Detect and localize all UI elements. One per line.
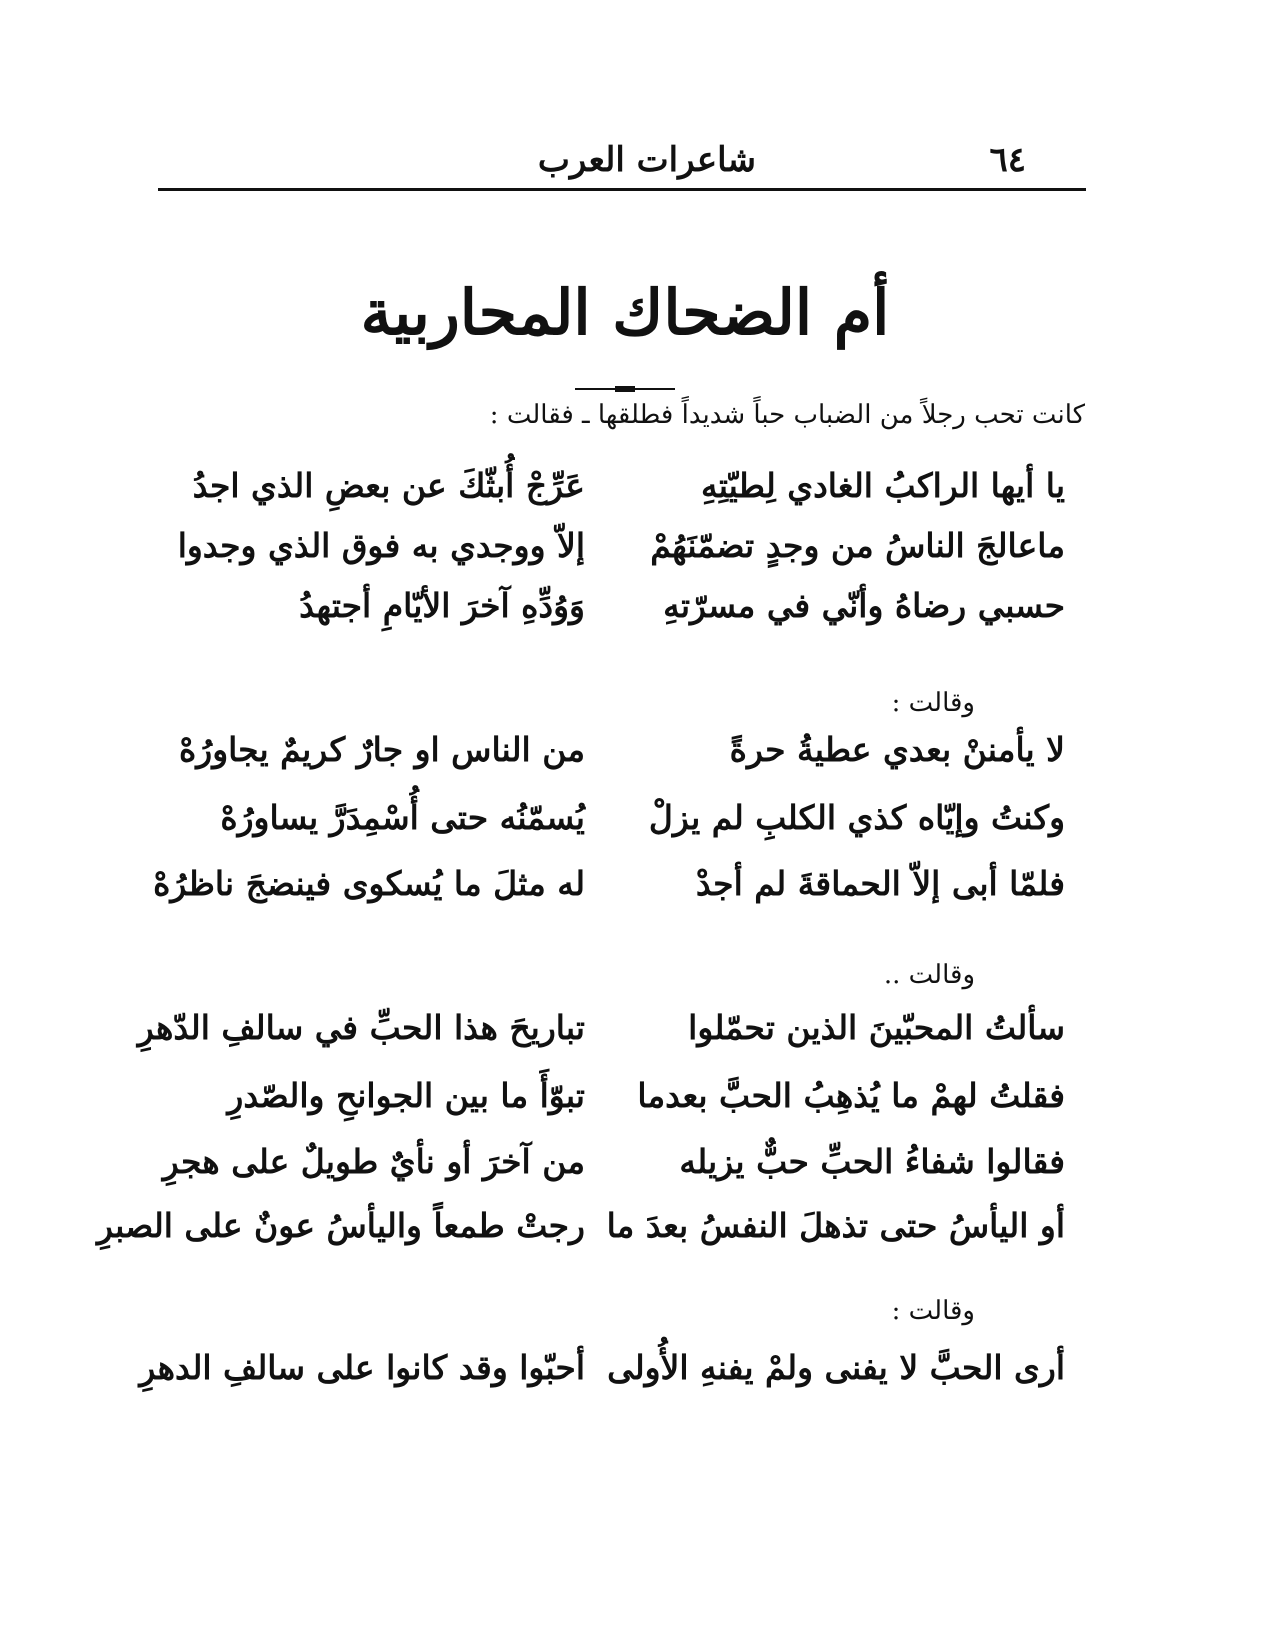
verse-first-half: أو اليأسُ حتى تذهلَ النفسُ بعدَ ما (606, 1206, 1065, 1245)
verse-second-half: أحبّوا وقد كانوا على سالفِ الدهرِ (139, 1348, 585, 1387)
verse-second-half: إلاّ ووجدي به فوق الذي وجدوا (177, 526, 585, 565)
said-heading: وقالت .. (883, 960, 975, 990)
verse-second-half: رجتْ طمعاً واليأسُ عونٌ على الصبرِ (96, 1206, 585, 1245)
verse-first-half: لا يأمننْ بعدي عطيةُ حرةً (729, 730, 1065, 769)
title-ornament (575, 386, 675, 392)
intro-text: كانت تحب رجلاً من الضباب حباً شديداً فطلقها ـ فقالت : (489, 400, 1085, 430)
verse-first-half: يا أيها الراكبُ الغادي لِطيّتِهِ (701, 466, 1065, 505)
verse-first-half: فلمّا أبى إلاّ الحماقةَ لم أجدْ (695, 864, 1065, 903)
verse-second-half: عَرِّجْ أُبثّكَ عن بعضِ الذي اجدُ (192, 466, 585, 505)
verse-second-half: وَوُدِّهِ آخرَ الأيّامِ أجتهدُ (299, 586, 585, 625)
verse-second-half: من آخرَ أو نأيٌ طويلٌ على هجرِ (162, 1142, 585, 1181)
page-number: ٦٤ (989, 140, 1026, 180)
said-heading: وقالت : (891, 1296, 975, 1326)
verse-first-half: سألتُ المحبّينَ الذين تحمّلوا (688, 1008, 1065, 1047)
verse-first-half: فقالوا شفاءُ الحبِّ حبٌّ يزيله (679, 1142, 1065, 1181)
verse-first-half: ماعالجَ الناسُ من وجدٍ تضمّنَهُمْ (650, 526, 1065, 565)
verse-second-half: تبوّأَ ما بين الجوانحِ والصّدرِ (227, 1076, 585, 1115)
page-header (158, 140, 1086, 191)
verse-second-half: تباريحَ هذا الحبِّ في سالفِ الدّهرِ (137, 1008, 585, 1047)
verse-first-half: حسبي رضاهُ وأنّي في مسرّتهِ (663, 586, 1065, 625)
running-title: شاعرات العرب (537, 140, 756, 180)
verse-second-half: من الناس او جارٌ كريمٌ يجاورُهْ (178, 730, 585, 769)
verse-first-half: وكنتُ وإيّاه كذي الكلبِ لم يزلْ (648, 798, 1065, 837)
verse-first-half: فقلتُ لهمْ ما يُذهِبُ الحبَّ بعدما (637, 1076, 1065, 1115)
chapter-title: أم الضحاك المحاربية (360, 276, 890, 349)
verse-second-half: له مثلَ ما يُسكوى فينضجَ ناظرُهْ (153, 864, 585, 903)
verse-second-half: يُسمّنُه حتى أُسْمِدَرَّ يساورُهْ (220, 798, 585, 837)
verse-first-half: أرى الحبَّ لا يفنى ولمْ يفنهِ الأُولى (607, 1348, 1065, 1387)
said-heading: وقالت : (891, 688, 975, 718)
